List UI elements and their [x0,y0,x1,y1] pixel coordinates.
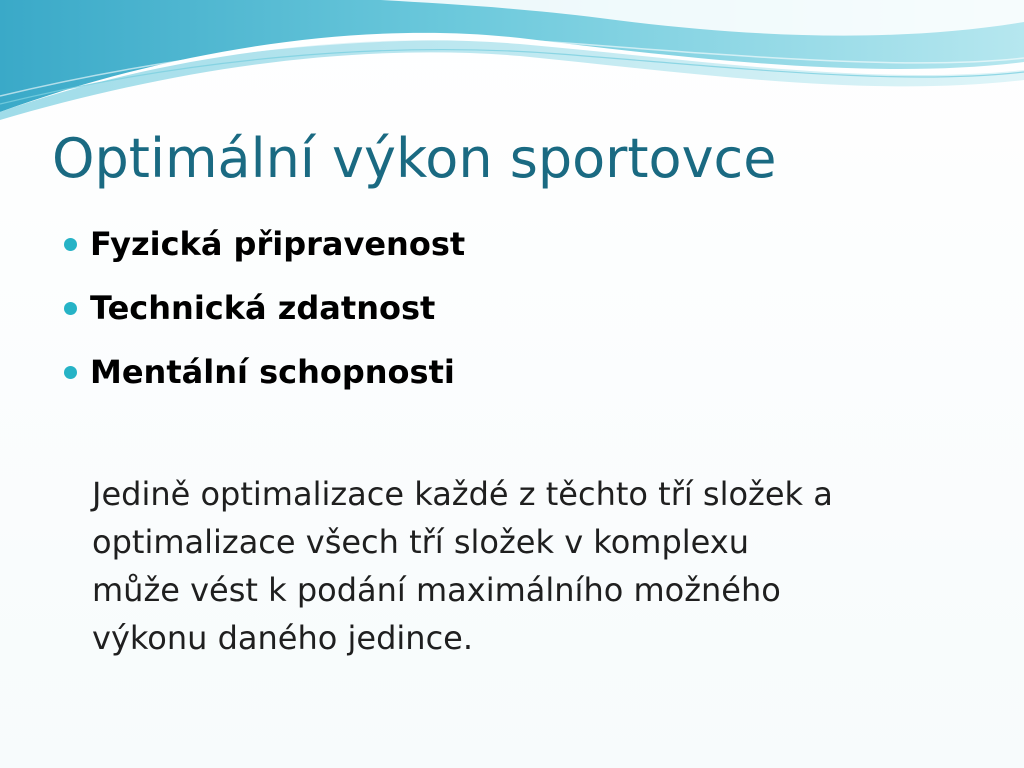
bullet-text: Mentální schopnosti [90,353,455,391]
bullet-dot-icon [64,238,77,251]
bullet-dot-icon [64,302,77,315]
bullet-item [64,222,465,286]
bullet-text: Fyzická připravenost [90,225,466,263]
bullet-item [64,286,465,350]
paragraph-line: optimalizace všech tří složek v komplexu [92,523,749,561]
body-paragraph [92,470,992,662]
paragraph-line: výkonu daného jedince. [92,619,474,657]
paragraph-line: Jedině optimalizace každé z těchto tří složek a [92,475,833,513]
paragraph-line: může vést k podání maximálního možného [92,571,781,609]
bullet-item [64,350,465,414]
decorative-wave-banner [0,0,1024,130]
bullet-list [64,222,465,414]
bullet-text: Technická zdatnost [90,289,436,327]
slide-title: Optimální výkon sportovce [52,127,777,190]
bullet-dot-icon [64,366,77,379]
